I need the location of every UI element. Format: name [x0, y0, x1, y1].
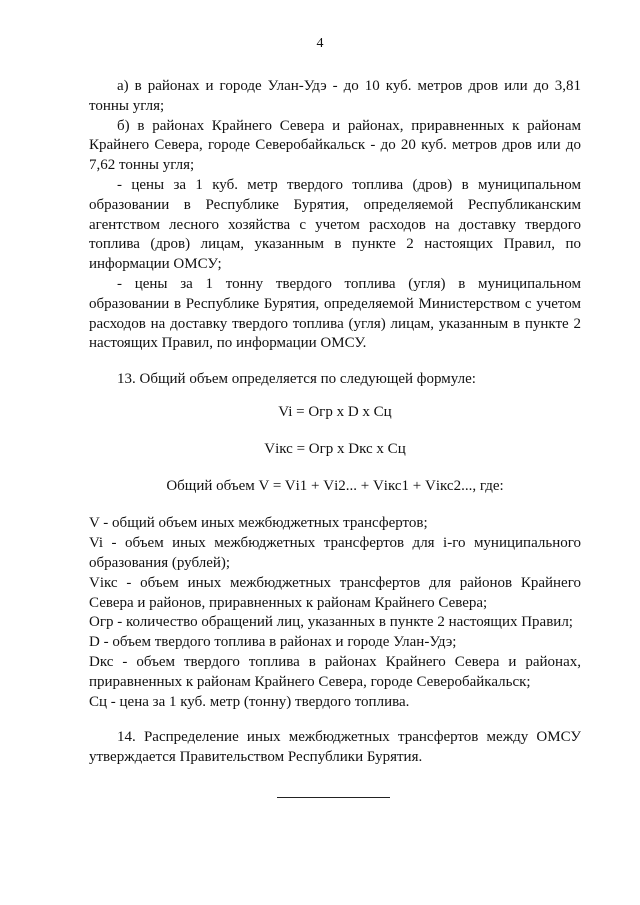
definition-item: Dкс - объем твердого топлива в районах Крайнего Севера и районах, приравненных к районам Крайнего Севера, городе Северобайкальск; [89, 653, 581, 690]
paragraph-b: б) в районах Крайнего Севера и районах, приравненных к районам Крайнего Севера, городе Северобайкальск - до 20 куб. метров дров или до 7,62 тонны угля; [89, 117, 581, 174]
definition-item: D - объем твердого топлива в районах и городе Улан-Удэ; [89, 634, 457, 651]
definition-item: Vікс - объем иных межбюджетных трансфертов для районов Крайнего Севера и районов, приравненных к районам Крайнего Севера; [89, 574, 581, 611]
section-14: 14. Распределение иных межбюджетных трансфертов между ОМСУ утверждается Правительством Республики Бурятия. [89, 729, 581, 766]
paragraph-price-wood: - цены за 1 куб. метр твердого топлива (дров) в муниципальном образовании в Республике Бурятия, определяемой Республиканским агентством лесного хозяйства с учетом расходов на доставку твердого топлива (дров) лицам, указанным в пункте 2 настоящих Правил, по информации ОМСУ; [89, 176, 581, 273]
paragraph-a: а) в районах и городе Улан-Удэ - до 10 куб. метров дров или до 3,81 тонны угля; [89, 78, 581, 114]
document-body [89, 77, 581, 768]
formula-total: Общий объем V = Vі1 + Vі2... + Vікс1 + Vікс2..., где: [166, 477, 504, 494]
section-13-heading: 13. Общий объем определяется по следующей формуле: [117, 371, 476, 388]
definition-item: Vi - объем иных межбюджетных трансфертов для i-го муниципального образования (рублей); [89, 535, 581, 571]
definition-item: V - общий объем иных межбюджетных трансфертов; [89, 515, 428, 532]
paragraph-price-coal: - цены за 1 тонну твердого топлива (угля) в муниципальном образовании в Республике Бурятия, определяемой Министерством с учетом расходов на доставку твердого топлива (угля) лицам, указанным в пункте 2 настоящих Правил, по информации ОМСУ. [89, 275, 581, 352]
formula-vi: Vi = Огр x D x Сц [278, 403, 392, 420]
definition-item: Огр - количество обращений лиц, указанных в пункте 2 настоящих Правил; [89, 614, 573, 631]
end-divider-line [277, 797, 390, 798]
definition-item: Сц - цена за 1 куб. метр (тонну) твердого топлива. [89, 693, 410, 710]
definitions-list [89, 514, 581, 712]
page-number: 4 [316, 36, 324, 51]
formula-viks: Vікс = Огр x Dкс x Сц [264, 440, 406, 457]
